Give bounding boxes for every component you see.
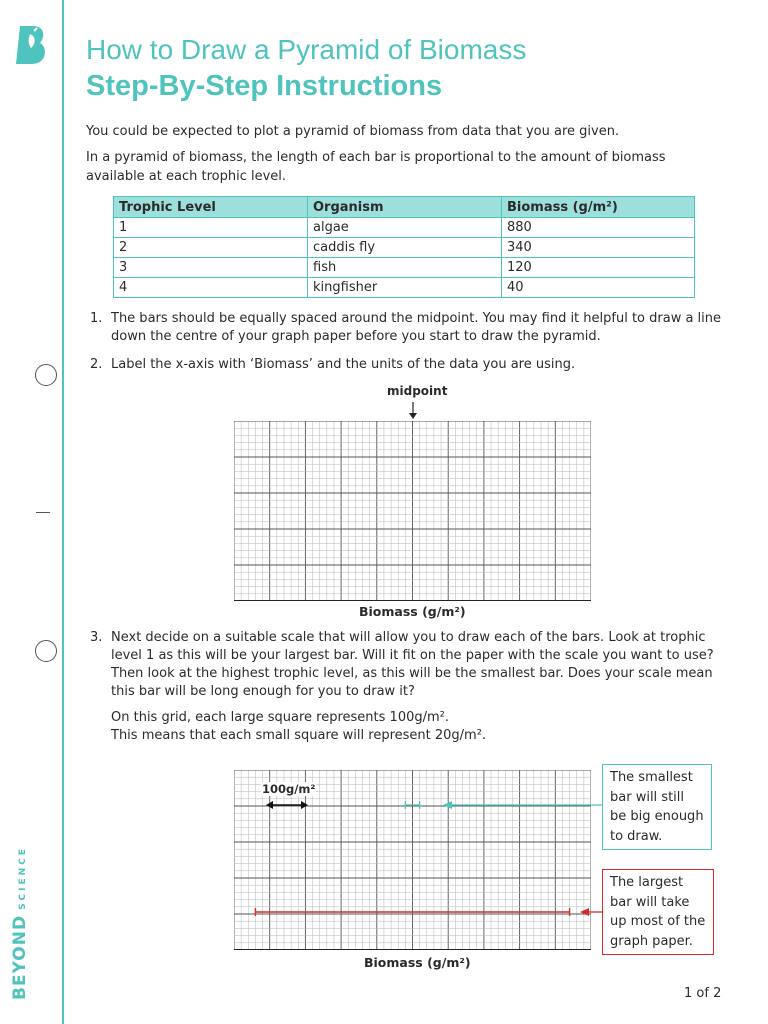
table-row xyxy=(114,258,695,278)
margin-line xyxy=(62,0,64,1024)
table-cell: 4 xyxy=(114,278,308,298)
table-row xyxy=(114,238,695,258)
page-title: How to Draw a Pyramid of Biomass xyxy=(86,34,527,65)
table-cell: 2 xyxy=(114,238,308,258)
page-number: 1 of 2 xyxy=(684,986,722,1001)
bar-overlay xyxy=(234,770,614,950)
table-row xyxy=(114,218,695,238)
scale-label: 100g/m² xyxy=(262,782,316,796)
x-axis-label: Biomass (g/m²) xyxy=(359,604,466,619)
table-header-cell: Trophic Level xyxy=(114,197,308,218)
step-3 xyxy=(90,629,730,701)
binder-hole xyxy=(35,640,57,662)
fold-mark xyxy=(36,512,50,513)
callout-largest-bar: The largest bar will take up most of the graph paper. xyxy=(602,869,714,955)
step-2 xyxy=(90,356,730,374)
table-cell: 120 xyxy=(502,258,695,278)
brand-word-1: BEYOND xyxy=(10,914,30,1000)
step-1 xyxy=(90,310,730,346)
x-axis-label: Biomass (g/m²) xyxy=(364,955,471,970)
step-number: 1. xyxy=(90,311,103,326)
midpoint-arrow-icon xyxy=(406,402,420,420)
table-header-cell: Biomass (g/m²) xyxy=(502,197,695,218)
table-header-cell: Organism xyxy=(308,197,502,218)
table-cell: kingfisher xyxy=(308,278,502,298)
intro-paragraph: You could be expected to plot a pyramid of biomass from data that you are given. xyxy=(86,124,620,139)
step-text: Label the x-axis with ‘Biomass’ and the units of the data you are using. xyxy=(111,357,576,372)
table-header-row xyxy=(114,197,695,218)
beyond-logo-icon xyxy=(14,24,48,66)
callout-smallest-bar: The smallest bar will still be big enough to draw. xyxy=(602,764,712,850)
callout-pointer-arrowhead xyxy=(580,908,589,916)
brand-word-2: SCIENCE xyxy=(18,846,28,910)
step-text: Next decide on a suitable scale that will allow you to draw each of the bars. Look at trophic level 1 as this will be your largest bar. Will it fit on the paper with the scale you want to use? Then look at the highest trophic level, as this will be the smallest bar. Does your scale mean this bar will be long enough for you to draw it? xyxy=(111,630,714,699)
binder-hole xyxy=(35,364,57,386)
graph-paper-grid xyxy=(234,421,591,601)
table-cell: 3 xyxy=(114,258,308,278)
step-number: 3. xyxy=(90,630,103,645)
step-text: The bars should be equally spaced around the midpoint. You may find it helpful to draw a line down the centre of your graph paper before you start to draw the pyramid. xyxy=(111,311,722,344)
midpoint-label: midpoint xyxy=(387,384,448,398)
side-brand xyxy=(10,846,30,1000)
table-cell: 1 xyxy=(114,218,308,238)
scale-line-1: On this grid, each large square represents 100g/m². xyxy=(111,710,449,725)
page-subtitle: Step-By-Step Instructions xyxy=(86,70,443,102)
callout-pointer-arrowhead xyxy=(443,801,452,809)
table-row xyxy=(114,278,695,298)
table-cell: algae xyxy=(308,218,502,238)
table-cell: 40 xyxy=(502,278,695,298)
biomass-table xyxy=(113,196,695,298)
intro-paragraph: In a pyramid of biomass, the length of each bar is proportional to the amount of biomass available at each trophic level. xyxy=(86,150,666,184)
scale-explanation xyxy=(90,709,730,745)
step-number: 2. xyxy=(90,357,103,372)
table-cell: 340 xyxy=(502,238,695,258)
table-cell: 880 xyxy=(502,218,695,238)
table-cell: fish xyxy=(308,258,502,278)
scale-line-2: This means that each small square will represent 20g/m². xyxy=(111,728,487,743)
table-cell: caddis fly xyxy=(308,238,502,258)
